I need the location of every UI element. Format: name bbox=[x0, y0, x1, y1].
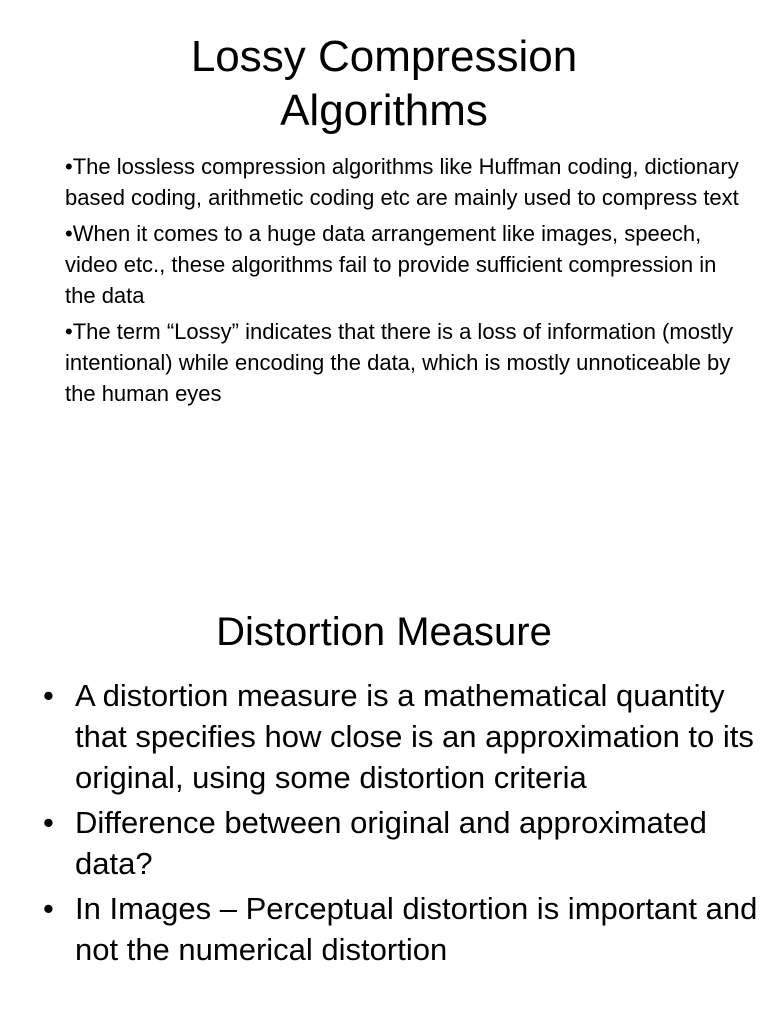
bullet-item: •When it comes to a huge data arrangement like images, speech, video etc., these algorithms fail to provide sufficient compression in the data bbox=[65, 221, 717, 308]
bullet-item bbox=[0, 888, 768, 970]
title-line-2: Algorithms bbox=[280, 86, 488, 135]
slide-title: Distortion Measure bbox=[216, 610, 552, 654]
bullet-text: Difference between original and approximated data? bbox=[75, 805, 707, 881]
slide-lossy-compression bbox=[0, 0, 768, 500]
bullet-list bbox=[0, 675, 768, 974]
bullet-dot-icon: • bbox=[43, 891, 54, 926]
bullet-item: •The lossless compression algorithms like Huffman coding, dictionary based coding, arithmetic coding etc are mainly used to compress text bbox=[65, 154, 739, 210]
bullet-dot-icon: • bbox=[43, 805, 54, 840]
bullet-item bbox=[0, 802, 768, 884]
bullet-text: A distortion measure is a mathematical quantity that specifies how close is an approximation to its original, using some distortion criteria bbox=[75, 678, 754, 795]
slide-distortion-measure bbox=[0, 560, 768, 1024]
bullet-text: In Images – Perceptual distortion is important and not the numerical distortion bbox=[75, 891, 758, 967]
bullet-item bbox=[0, 675, 768, 798]
slide-title bbox=[0, 30, 768, 138]
bullet-list bbox=[65, 151, 745, 414]
bullet-item: •The term “Lossy” indicates that there is a loss of information (mostly intentional) while encoding the data, which is mostly unnoticeable by the human eyes bbox=[65, 319, 733, 406]
title-line-1: Lossy Compression bbox=[190, 32, 578, 81]
bullet-dot-icon: • bbox=[43, 678, 54, 713]
